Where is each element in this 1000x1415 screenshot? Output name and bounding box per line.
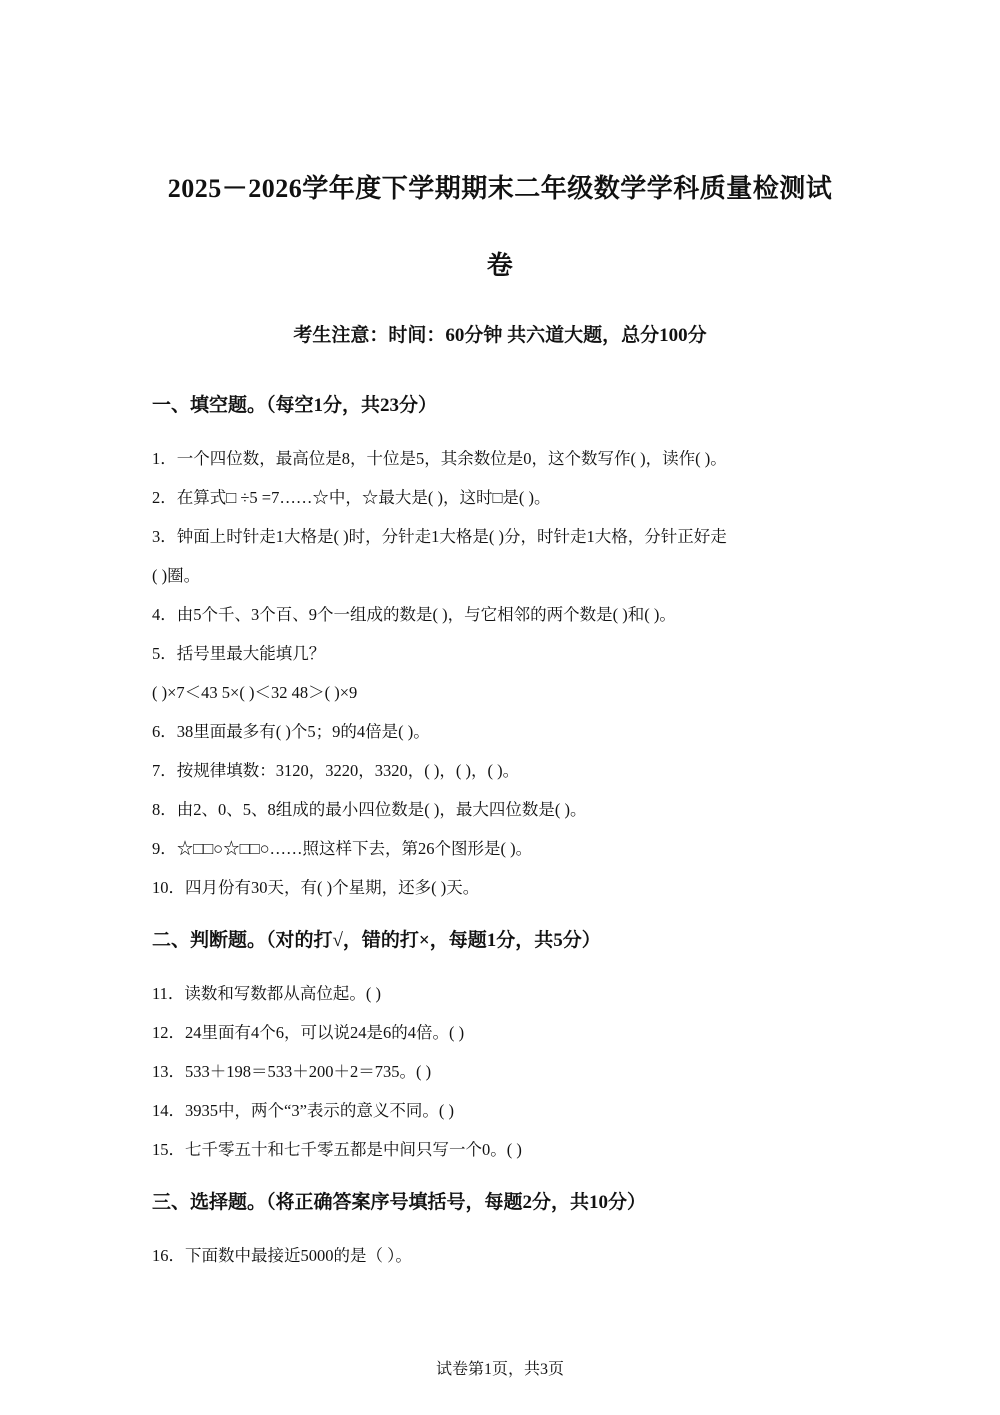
- exam-notice: 考生注意：时间：60分钟 共六道大题，总分100分: [293, 325, 707, 346]
- question-line: 16．下面数中最接近5000的是（ ）。: [152, 1246, 412, 1265]
- page-footer: 试卷第1页，共3页: [435, 1361, 564, 1378]
- question-line: 12．24里面有4个6，可以说24是6的4倍。( ): [152, 1023, 465, 1042]
- question-line: 3．钟面上时针走1大格是( )时，分针走1大格是( )分，时针走1大格，分针正好走: [152, 527, 727, 546]
- section-heading-true-false: 二、判断题。（对的打√，错的打×，每题1分，共5分）: [152, 930, 601, 951]
- exam-title-continued: 卷: [486, 251, 514, 280]
- question-line: 6．38里面最多有( )个5；9的4倍是( )。: [152, 722, 430, 741]
- question-line: 13．533＋198＝533＋200＋2＝735。( ): [152, 1062, 432, 1081]
- exam-title: 2025－2026学年度下学期期末二年级数学学科质量检测试: [167, 174, 833, 203]
- section-heading-multiple-choice: 三、选择题。（将正确答案序号填括号，每题2分，共10分）: [152, 1192, 647, 1213]
- question-line: ( )圈。: [152, 566, 201, 585]
- question-line: 14．3935中，两个“3”表示的意义不同。( ): [152, 1101, 455, 1120]
- question-line: 5．括号里最大能填几？: [152, 644, 326, 663]
- question-line: ( )×7＜43 5×( )＜32 48＞( )×9: [152, 683, 358, 702]
- question-line: 10．四月份有30天，有( )个星期，还多( )天。: [152, 878, 480, 897]
- question-line: 9．☆□□○☆□□○……照这样下去，第26个图形是( )。: [152, 839, 533, 858]
- section-heading-fill-blank: 一、填空题。（每空1分，共23分）: [152, 395, 438, 416]
- question-line: 8．由2、0、5、8组成的最小四位数是( )，最大四位数是( )。: [152, 800, 587, 819]
- question-line: 7．按规律填数：3120，3220，3320，( )，( )，( )。: [152, 761, 520, 780]
- question-line: 4．由5个千、3个百、9个一组成的数是( )，与它相邻的两个数是( )和( )。: [152, 605, 676, 624]
- question-line: 1．一个四位数，最高位是8，十位是5，其余数位是0，这个数写作( )，读作( )。: [152, 449, 727, 468]
- question-line: 2．在算式□ ÷5 =7……☆中，☆最大是( )，这时□是( )。: [152, 488, 551, 507]
- question-line: 11．读数和写数都从高位起。( ): [152, 984, 382, 1003]
- question-line: 15．七千零五十和七千零五都是中间只写一个0。( ): [152, 1140, 522, 1159]
